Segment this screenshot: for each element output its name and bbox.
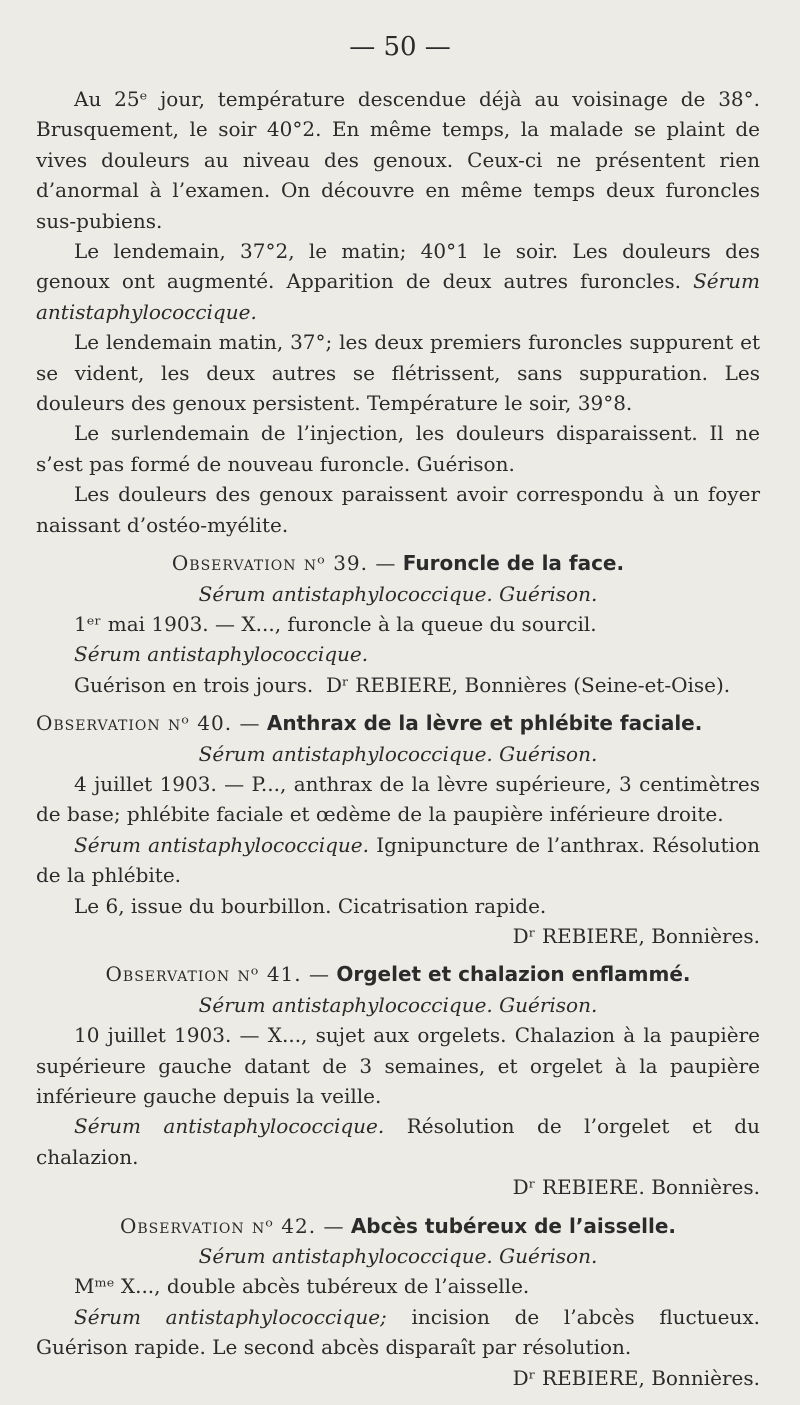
obs41-title: Orgelet et chalazion enflammé. [336, 962, 691, 987]
paragraph-osteomyelitis: Les douleurs des genoux paraissent avoir correspondu à un foyer naissant d’ostéo-myélite. [36, 482, 760, 537]
obs41-heading [36, 959, 760, 989]
obs42-title: Abcès tubéreux de l’aisselle. [350, 1213, 677, 1238]
obs41-signature: Dʳ REBIERE. Bonnières. [512, 1175, 760, 1200]
serum-note: Sérum antistaphylococcique. [36, 269, 761, 324]
obs40-label: Observation nᵒ 40. — [36, 711, 261, 736]
obs39-line1: 1ᵉʳ mai 1903. — X..., furoncle à la queue du sourcil. [74, 611, 597, 636]
page-number: — 50 — [349, 32, 451, 62]
obs40-line1: 4 juillet 1903. — P..., anthrax de la lèvre supérieure, 3 centimètres de base; phlébite faciale et œdème de la paupière inférieure droite. [36, 771, 760, 827]
obs42-line2 [36, 1302, 760, 1363]
obs39-title: Furoncle de la face. [402, 551, 625, 576]
obs41-label: Observation nᵒ 41. — [105, 962, 330, 987]
obs40-title: Anthrax de la lèvre et phlébite faciale. [266, 711, 703, 736]
obs42-serum: Sérum antistaphylococcique; [74, 1304, 387, 1329]
paragraph-after-injection: Le surlendemain de l’injection, les douleurs disparaissent. Il ne s’est pas formé de nouveau furoncle. Guérison. [36, 421, 760, 476]
obs39-label: Observation nᵒ 39. — [171, 551, 397, 576]
paragraph-next-day-text: Le lendemain, 37°2, le matin; 40°1 le soir. Les douleurs des genoux ont augmenté. Apparition de deux autres furoncles. [36, 239, 760, 294]
obs42-subtitle: Sérum antistaphylococcique. Guérison. [198, 1244, 598, 1269]
obs42-signature: Dʳ REBIERE, Bonnières. [512, 1365, 760, 1390]
obs42-heading [36, 1211, 760, 1241]
obs41-line2 [36, 1111, 760, 1172]
obs39-line3: Guérison en trois jours. Dʳ REBIERE, Bonnières (Seine-et-Oise). [74, 672, 731, 697]
obs42-line1: Mᵐᵉ X..., double abcès tubéreux de l’aisselle. [74, 1274, 530, 1299]
obs39-subtitle: Sérum antistaphylococcique. Guérison. [198, 581, 598, 606]
obs40-line3: Le 6, issue du bourbillon. Cicatrisation rapide. [74, 893, 547, 918]
obs40-line2-text: Ignipuncture de l’anthrax. Résolution de la phlébite. [36, 832, 761, 888]
obs41-line2-text: Résolution de l’orgelet et du chalazion. [36, 1114, 760, 1169]
obs40-serum: Sérum antistaphylococcique. [74, 832, 369, 857]
obs41-subtitle: Sérum antistaphylococcique. Guérison. [198, 992, 598, 1017]
obs39-line2: Sérum antistaphylococcique. [74, 642, 369, 667]
obs41-serum: Sérum antistaphylococcique. [74, 1114, 385, 1139]
obs39-heading [36, 548, 760, 578]
obs42-label: Observation nᵒ 42. — [119, 1213, 345, 1238]
obs40-line2 [36, 830, 760, 891]
obs40-signature: Dʳ REBIERE, Bonnières. [512, 923, 760, 948]
paragraph-next-morning: Le lendemain matin, 37°; les deux premiers furoncles suppurent et se vident, les deux autres se flétrissent, sans suppuration. Les douleurs des genoux persistent. Température le soir, 39°8. [36, 330, 760, 416]
obs40-heading [36, 708, 760, 738]
obs41-line1: 10 juillet 1903. — X..., sujet aux orgelets. Chalazion à la paupière supérieure gauche datant de 3 semaines, et orgelet à la paupière inférieure gauche depuis la veille. [36, 1023, 760, 1108]
obs42-line2-text: incision de l’abcès fluctueux. Guérison rapide. Le second abcès disparaît par résolution. [36, 1304, 761, 1360]
obs40-subtitle: Sérum antistaphylococcique. Guérison. [198, 741, 598, 766]
paragraph-next-day [36, 236, 760, 327]
document-body [36, 84, 760, 1393]
paragraph-fever: Au 25ᵉ jour, température descendue déjà au voisinage de 38°. Brusquement, le soir 40°2. En même temps, la malade se plaint de vives douleurs au niveau des genoux. Ceux-ci ne présentent rien d’anormal à l’examen. On découvre en même temps deux furoncles sus-pubiens. [36, 87, 760, 233]
